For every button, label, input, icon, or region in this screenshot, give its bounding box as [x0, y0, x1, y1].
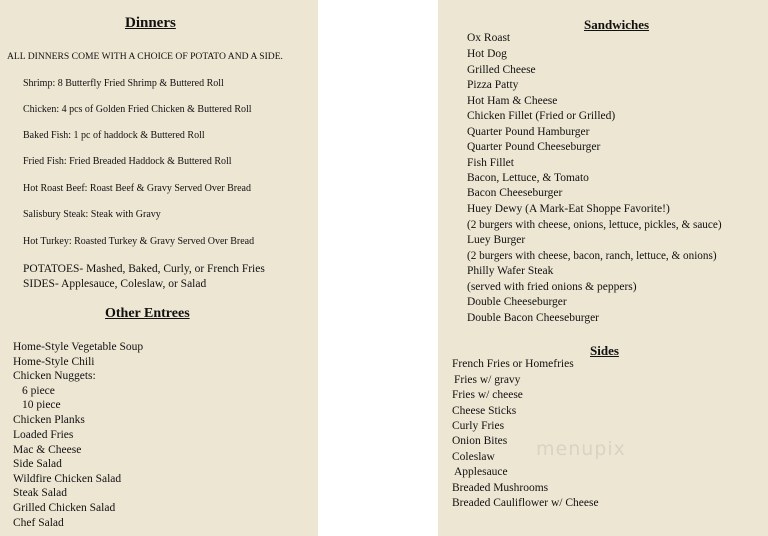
dinner-item: Salisbury Steak: Steak with Gravy: [23, 209, 161, 220]
entree-item: Side Salad: [13, 458, 62, 470]
side-item: Cheese Sticks: [452, 405, 517, 417]
dinners-heading: Dinners: [125, 15, 176, 31]
sides-line: SIDES- Applesauce, Coleslaw, or Salad: [23, 278, 207, 290]
entree-item: Loaded Fries: [13, 429, 74, 441]
entree-item: Home-Style Vegetable Soup: [13, 341, 144, 353]
side-item: Breaded Cauliflower w/ Cheese: [452, 497, 599, 509]
entree-item: Home-Style Chili: [13, 356, 95, 368]
sandwich-item: Philly Wafer Steak: [467, 265, 554, 277]
sandwich-item: Double Bacon Cheeseburger: [467, 312, 599, 324]
dinners-note: ALL DINNERS COME WITH A CHOICE OF POTATO AND A SIDE.: [7, 51, 283, 62]
dinner-item: Chicken: 4 pcs of Golden Fried Chicken & Buttered Roll: [23, 104, 252, 115]
sandwich-item: Bacon, Lettuce, & Tomato: [467, 172, 589, 184]
dinner-item: Shrimp: 8 Butterfly Fried Shrimp & Buttered Roll: [23, 78, 224, 89]
sandwich-item: Hot Ham & Cheese: [467, 95, 558, 107]
entree-item: Grilled Chicken Salad: [13, 502, 116, 514]
sandwich-item: Luey Burger: [467, 234, 526, 246]
entree-item: 10 piece: [22, 399, 61, 411]
sides-heading: Sides: [590, 343, 619, 358]
dinner-item: Hot Turkey: Roasted Turkey & Gravy Served Over Bread: [23, 236, 255, 247]
sandwich-item-detail: (2 burgers with cheese, bacon, ranch, lettuce, & onions): [467, 250, 717, 262]
entree-item: Chicken Nuggets:: [13, 370, 96, 382]
side-item: Onion Bites: [452, 435, 508, 447]
sandwich-item: Grilled Cheese: [467, 64, 536, 76]
entree-item: Chef Salad: [13, 517, 64, 529]
side-item: Fries w/ gravy: [454, 374, 521, 386]
dinner-item: Baked Fish: 1 pc of haddock & Buttered Roll: [23, 130, 205, 141]
entree-item: Wildfire Chicken Salad: [13, 473, 122, 485]
sandwich-item: Double Cheeseburger: [467, 296, 567, 308]
sandwich-item: Quarter Pound Hamburger: [467, 126, 590, 138]
side-item: Applesauce: [454, 466, 508, 478]
sandwich-item: Hot Dog: [467, 48, 507, 60]
sandwich-item: Quarter Pound Cheeseburger: [467, 141, 601, 153]
sandwich-item: Chicken Fillet (Fried or Grilled): [467, 110, 616, 122]
sandwich-item-detail: (served with fried onions & peppers): [467, 281, 637, 293]
sandwich-item: Pizza Patty: [467, 79, 519, 91]
potatoes-line: POTATOES- Mashed, Baked, Curly, or French Fries: [23, 263, 265, 275]
dinner-item: Fried Fish: Fried Breaded Haddock & Buttered Roll: [23, 156, 232, 167]
entree-item: 6 piece: [22, 385, 55, 397]
sandwich-item: Huey Dewy (A Mark-Eat Shoppe Favorite!): [467, 203, 670, 215]
sandwich-item-detail: (2 burgers with cheese, onions, lettuce, pickles, & sauce): [467, 219, 722, 231]
other-entrees-heading: Other Entrees: [105, 306, 190, 321]
sandwiches-heading: Sandwiches: [584, 17, 650, 32]
entree-item: Chicken Planks: [13, 414, 85, 426]
side-item: French Fries or Homefries: [452, 358, 574, 370]
entree-item: Steak Salad: [13, 487, 67, 499]
side-item: Curly Fries: [452, 420, 505, 432]
entree-item: Mac & Cheese: [13, 444, 82, 456]
side-item: Breaded Mushrooms: [452, 482, 549, 494]
sandwich-item: Fish Fillet: [467, 157, 514, 169]
dinner-item: Hot Roast Beef: Roast Beef & Gravy Served Over Bread: [23, 183, 251, 194]
side-item: Fries w/ cheese: [452, 389, 523, 401]
menupix-watermark: menupix: [536, 438, 626, 460]
sandwich-item: Bacon Cheeseburger: [467, 187, 563, 199]
side-item: Coleslaw: [452, 451, 495, 463]
sandwich-item: Ox Roast: [467, 32, 511, 44]
